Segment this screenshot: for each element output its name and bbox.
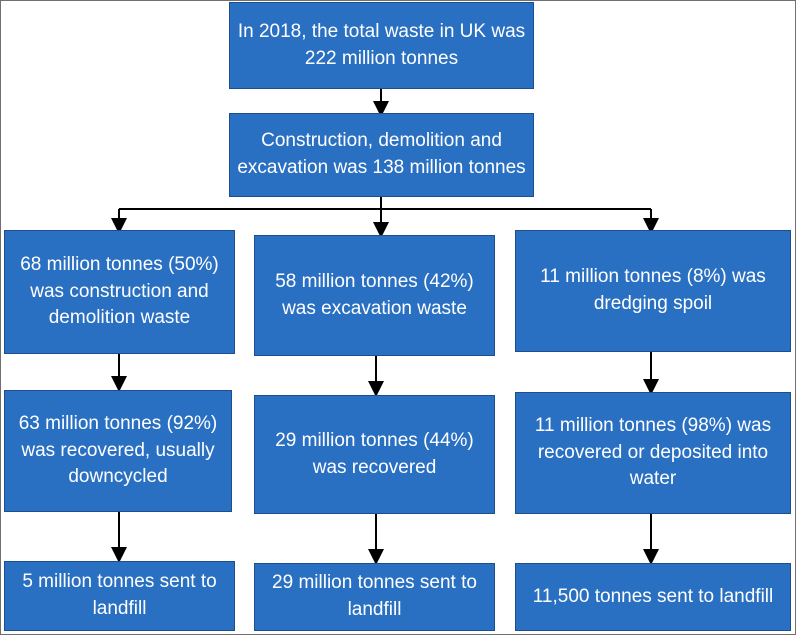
excavation-recovered-box: 29 million tonnes (44%) was recovered <box>254 395 495 514</box>
construction-landfill-box: 5 million tonnes sent to landfill <box>4 561 235 631</box>
dredging-recovered-box: 11 million tonnes (98%) was recovered or deposited into water <box>515 392 791 514</box>
construction-demolition-excavation-box: Construction, demolition and excavation was 138 million tonnes <box>229 113 534 197</box>
construction-recovered-box: 63 million tonnes (92%) was recovered, usually downcycled <box>4 390 232 512</box>
excavation-waste-box: 58 million tonnes (42%) was excavation waste <box>254 235 495 356</box>
dredging-landfill-box: 11,500 tonnes sent to landfill <box>515 563 791 631</box>
excavation-landfill-box: 29 million tonnes sent to landfill <box>254 563 495 631</box>
dredging-spoil-box: 11 million tonnes (8%) was dredging spoil <box>515 230 791 352</box>
total-waste-box: In 2018, the total waste in UK was 222 million tonnes <box>229 2 534 89</box>
construction-demolition-waste-box: 68 million tonnes (50%) was construction and demolition waste <box>4 230 235 354</box>
